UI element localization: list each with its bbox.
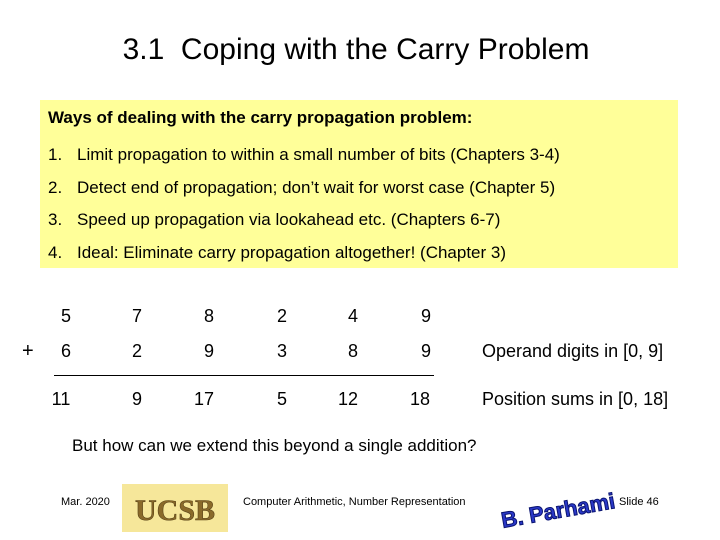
sum-value: 18	[409, 389, 431, 409]
operand2-digit: 3	[276, 341, 287, 361]
sum-value: 5	[276, 389, 287, 409]
operand1-digit: 8	[203, 306, 214, 326]
sum-value: 9	[131, 389, 142, 409]
operand1-digit: 9	[420, 306, 431, 326]
operand2-digit: 9	[420, 341, 431, 361]
list-item-number: 4.	[48, 243, 63, 262]
sum-line	[54, 375, 434, 376]
sum-value: 12	[337, 389, 359, 409]
operand1-digit: 7	[131, 306, 142, 326]
operand1-digit: 4	[347, 306, 358, 326]
operand2-digit: 9	[203, 341, 214, 361]
list-item	[48, 145, 560, 165]
slide-title: 3.1 Coping with the Carry Problem	[122, 33, 590, 66]
operand1-digit: 5	[60, 306, 71, 326]
ucsb-logo-text: UCSB	[134, 494, 216, 527]
box-heading: Ways of dealing with the carry propagation problem:	[48, 108, 473, 127]
operand-label: Operand digits in [0, 9]	[482, 341, 664, 361]
slide-number: Slide 46	[619, 496, 659, 508]
operand2-digit: 2	[131, 341, 142, 361]
operand1-digit: 2	[276, 306, 287, 326]
list-item-number: 2.	[48, 178, 63, 197]
operand2-digit: 8	[347, 341, 358, 361]
sum-value: 11	[51, 389, 71, 409]
plus-sign: +	[22, 340, 34, 362]
operand2-digit: 6	[60, 341, 71, 361]
list-item	[48, 178, 555, 198]
list-item-text: Detect end of propagation; don’t wait for worst case (Chapter 5)	[77, 178, 556, 197]
author-logo-text: B. Parhami	[499, 488, 617, 533]
sum-value: 17	[193, 389, 215, 409]
list-item	[48, 243, 506, 263]
sum-label: Position sums in [0, 18]	[482, 389, 669, 409]
list-item-text: Ideal: Eliminate carry propagation altogether! (Chapter 3)	[77, 243, 507, 262]
list-item-text: Speed up propagation via lookahead etc. (Chapters 6-7)	[77, 210, 501, 229]
ucsb-logo	[122, 484, 228, 532]
author-logo	[499, 486, 617, 534]
closing-question: But how can we extend this beyond a single addition?	[72, 436, 477, 455]
footer-date: Mar. 2020	[61, 496, 110, 508]
list-item	[48, 210, 500, 230]
list-item-text: Limit propagation to within a small number of bits (Chapters 3-4)	[77, 145, 560, 164]
list-item-number: 1.	[48, 145, 63, 164]
footer-course: Computer Arithmetic, Number Representation	[243, 496, 466, 508]
list-item-number: 3.	[48, 210, 63, 229]
